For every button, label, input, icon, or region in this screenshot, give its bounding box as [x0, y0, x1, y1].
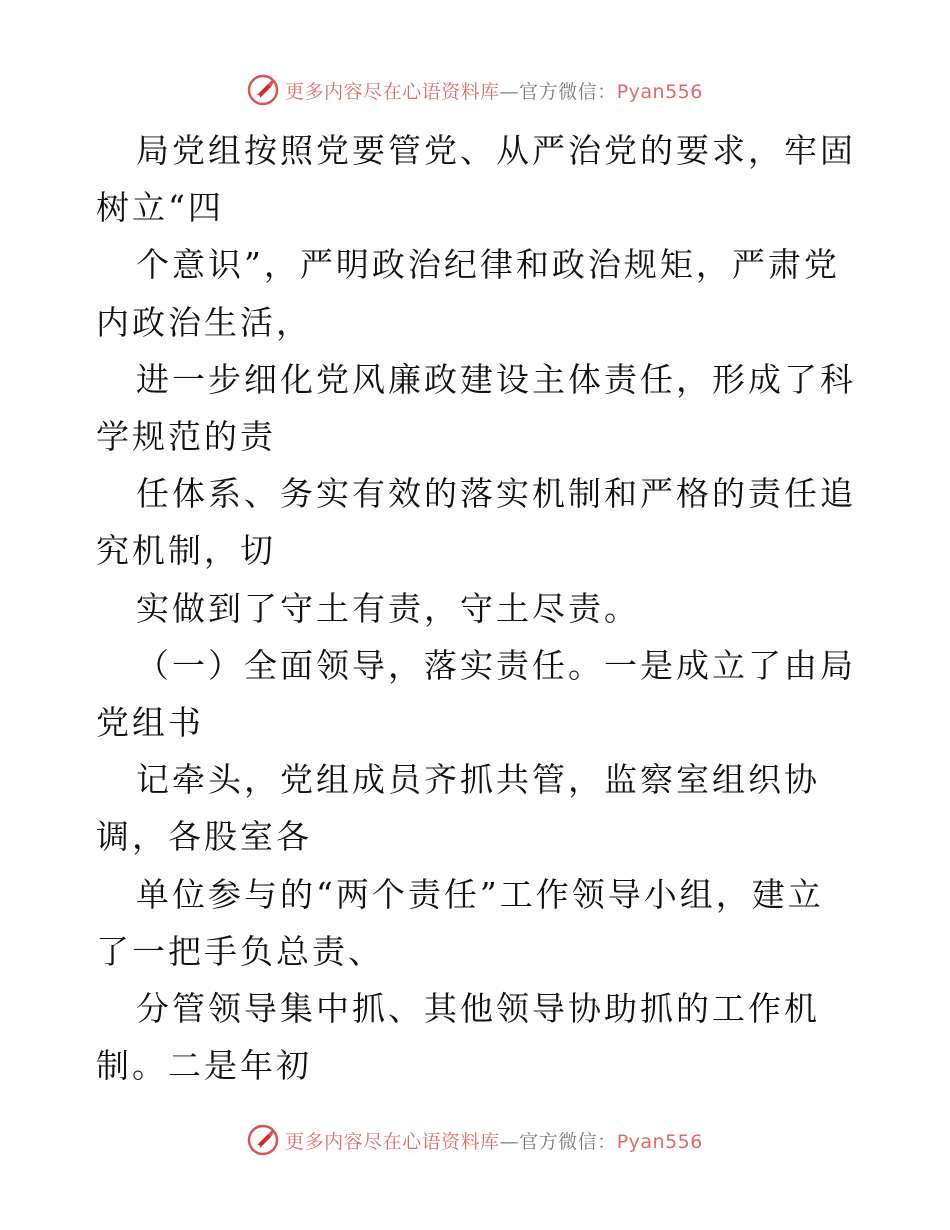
- watermark-official-label: 官方微信：: [519, 80, 617, 103]
- document-body: [96, 122, 856, 1094]
- paragraph-line: 分管领导集中抓、其他领导协助抓的工作机制。二是年初: [96, 989, 820, 1086]
- watermark-official-label: 官方微信：: [519, 1130, 617, 1153]
- paragraph-line: 进一步细化党风廉政建设主体责任，形成了科学规范的责: [96, 359, 856, 457]
- pen-nib-logo-icon: [247, 74, 279, 106]
- watermark-wechat-id: Pyan556: [616, 80, 703, 103]
- watermark-brand: 更多内容尽在心语资料库: [285, 1130, 500, 1153]
- watermark-separator: —: [499, 80, 520, 103]
- paragraph-line: 单位参与的“两个责任”工作领导小组，建立了一把手负总责、: [96, 874, 824, 971]
- paragraph-line: 记牵头，党组成员齐抓共管，监察室组织协调，各股室各: [96, 760, 820, 857]
- pen-nib-logo-icon: [247, 1124, 279, 1156]
- watermark-wechat-id: Pyan556: [616, 1130, 703, 1153]
- header-watermark: [0, 70, 950, 110]
- watermark-separator: —: [499, 1130, 520, 1153]
- paragraph-line: 实做到了守土有责，守土尽责。: [136, 588, 640, 628]
- watermark-text: [285, 77, 703, 104]
- watermark-text: [285, 1127, 703, 1154]
- watermark-brand: 更多内容尽在心语资料库: [285, 80, 500, 103]
- paragraph-line: （一）全面领导，落实责任。一是成立了由局党组书: [96, 645, 856, 743]
- paragraph-line: 个意识”，严明政治纪律和政治规矩，严肃党内政治生活，: [96, 245, 840, 342]
- paragraph-line: 局党组按照党要管党、从严治党的要求，牢固树立“四: [96, 131, 856, 228]
- footer-watermark: [0, 1120, 950, 1160]
- paragraph-line: 任体系、务实有效的落实机制和严格的责任追究机制，切: [96, 474, 856, 571]
